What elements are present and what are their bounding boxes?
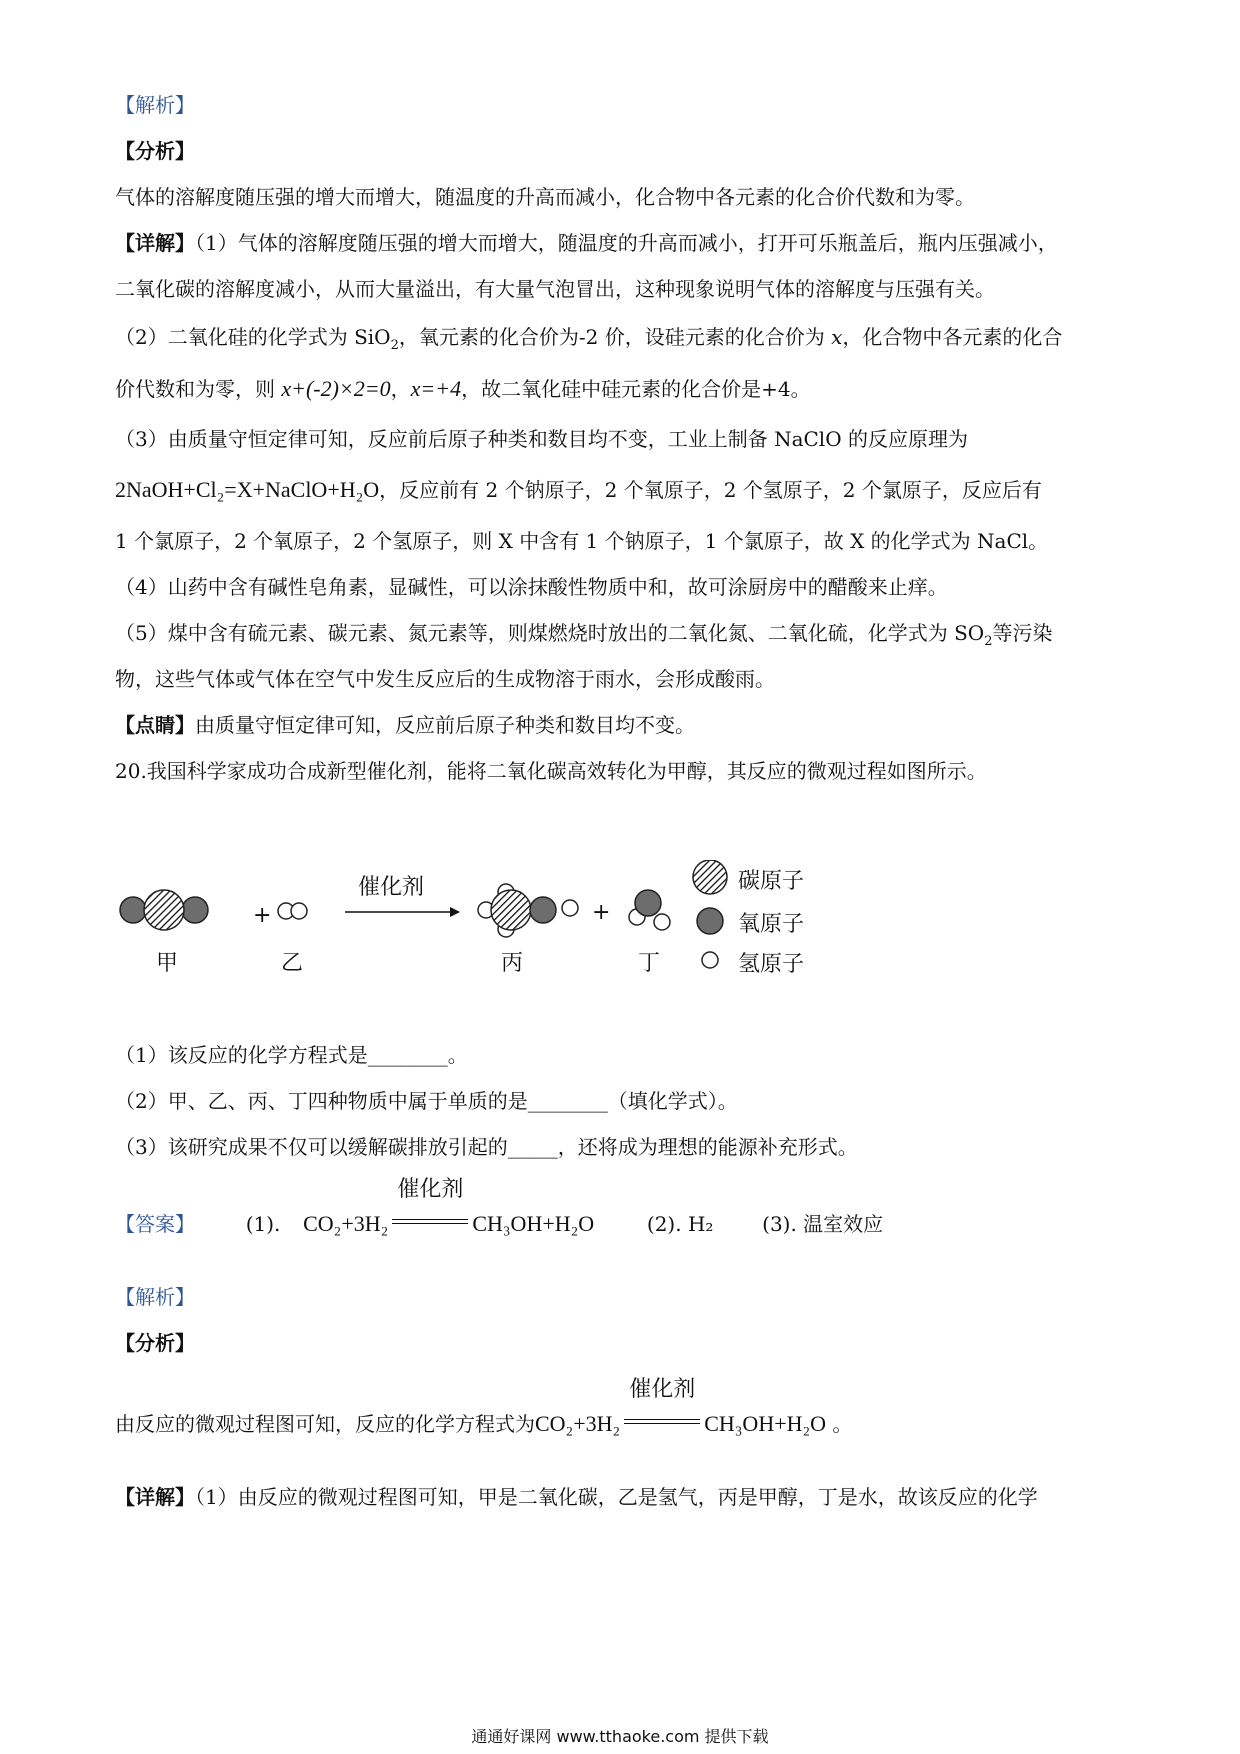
answer-2: (2). H₂: [646, 1212, 714, 1236]
question-20-stem: 20.我国科学家成功合成新型催化剂，能将二氧化碳高效转化为甲醇，其反应的微观过程如图所示。: [115, 759, 987, 783]
section-jiexi-1: 【解析】: [115, 93, 195, 117]
plus-sign-2: +: [592, 900, 611, 925]
co2-molecule: [120, 890, 208, 930]
page-footer: 通通好课网 www.tthaoke.com 提供下载: [471, 1727, 769, 1746]
fenxi-catalyst-label: 催化剂: [629, 1377, 696, 1402]
paragraph-2b: 价代数和为零，则 x+(-2)×2=0，x=+4，故二氧化硅中硅元素的化合价是+4。: [115, 376, 811, 401]
section-fenxi-2: 【分析】: [115, 1331, 195, 1355]
answer-equation-left: CO₂+3H₂: [303, 1211, 389, 1236]
h2o-molecule: [629, 890, 670, 930]
fenxi-equation-right: CH₃OH+H₂O: [704, 1411, 827, 1436]
label-jia: 甲: [156, 951, 179, 976]
legend-symbols: [693, 860, 727, 968]
legend-carbon-symbol: [693, 860, 727, 894]
answer-equation-right: CH₃OH+H₂O: [472, 1211, 595, 1236]
paragraph-5a: （5）煤中含有硫元素、碳元素、氮元素等，则煤燃烧时放出的二氧化氮、二氧化硫，化学式为 $SO_2$等污染: [115, 621, 1053, 649]
paragraph-xiangjie-2: 【详解】（1）由反应的微观过程图可知，甲是二氧化碳，乙是氢气，丙是甲醇，丁是水，故该反应的化学: [115, 1485, 1038, 1509]
paragraph-3b: 2NaOH+Cl₂=X+NaClO+H₂O，反应前有 2 个钠原子，2 个氧原子，2 个氢原子，2 个氯原子，反应后有: [115, 477, 1042, 502]
reaction-arrow: [345, 907, 460, 917]
legend-carbon-label: 碳原子: [738, 869, 805, 894]
question-20-1: （1）该反应的化学方程式是________。: [115, 1043, 468, 1067]
legend-oxygen-label: 氧原子: [738, 912, 805, 937]
ch3oh-molecule: [478, 884, 578, 937]
answer-catalyst-label: 催化剂: [397, 1177, 464, 1202]
plus-sign-1: +: [253, 903, 272, 928]
reaction-diagram-svg: [115, 860, 835, 1000]
fenxi-catalyst-sign: [620, 1377, 704, 1442]
paragraph-xiangjie-1b: 二氧化碳的溶解度减小，从而大量溢出，有大量气泡冒出，这种现象说明气体的溶解度与压强有关。: [115, 277, 995, 301]
paragraph-fenxi-2: 由反应的微观过程图可知，反应的化学方程式为CO₂+3H₂ 催化剂 CH₃OH+H₂O 。: [115, 1406, 1135, 1442]
legend-hydrogen-label: 氢原子: [738, 952, 805, 977]
paragraph-3a: （3）由质量守恒定律可知，反应前后原子种类和数目均不变，工业上制备 NaClO 的反应原理为: [115, 427, 968, 451]
answer-1-label: (1).: [245, 1212, 281, 1236]
fenxi-equation-left: CO₂+3H₂: [535, 1411, 621, 1436]
section-jiexi-2: 【解析】: [115, 1285, 195, 1309]
answer-tag: 【答案】: [115, 1212, 195, 1236]
answer-3: (3). 温室效应: [762, 1212, 884, 1236]
question-20-3: （3）该研究成果不仅可以缓解碳排放引起的_____，还将成为理想的能源补充形式。: [115, 1135, 858, 1159]
arrow-catalyst-label: 催化剂: [358, 875, 425, 900]
paragraph-xiangjie-1a: 【详解】（1）气体的溶解度随压强的增大而增大，随温度的升高而减小，打开可乐瓶盖后，瓶内压强减小，: [115, 231, 1058, 255]
legend-hydrogen-symbol: [702, 952, 718, 968]
paragraph-4: （4）山药中含有碱性皂角素，显碱性，可以涂抹酸性物质中和，故可涂厨房中的醋酸来止痒。: [115, 575, 948, 599]
paragraph-fenxi-1: 气体的溶解度随压强的增大而增大，随温度的升高而减小，化合物中各元素的化合价代数和为零。: [115, 185, 975, 209]
question-20-2: （2）甲、乙、丙、丁四种物质中属于单质的是________（填化学式）。: [115, 1089, 738, 1113]
paragraph-5b: 物，这些气体或气体在空气中发生反应后的生成物溶于雨水，会形成酸雨。: [115, 667, 775, 691]
reaction-diagram: [115, 860, 835, 1000]
paragraph-2a: （2）二氧化硅的化学式为 SiO$_2$，氧元素的化合价为-2 价，设硅元素的化合价为 x，化合物中各元素的化合: [115, 325, 1063, 353]
paragraph-dianjing: 【点睛】由质量守恒定律可知，反应前后原子种类和数目均不变。: [115, 713, 695, 737]
label-bing: 丙: [501, 951, 524, 976]
label-ding: 丁: [638, 951, 661, 976]
label-yi: 乙: [281, 951, 304, 976]
section-fenxi-1: 【分析】: [115, 139, 195, 163]
answer-catalyst-sign: [388, 1177, 472, 1242]
answer-line: [115, 1177, 1135, 1242]
h2-molecule: [278, 903, 307, 919]
legend-oxygen-symbol: [697, 908, 723, 934]
paragraph-3c: 1 个氯原子，2 个氧原子，2 个氢原子，则 X 中含有 1 个钠原子，1 个氯原子，故 X 的化学式为 NaCl。: [115, 529, 1049, 553]
